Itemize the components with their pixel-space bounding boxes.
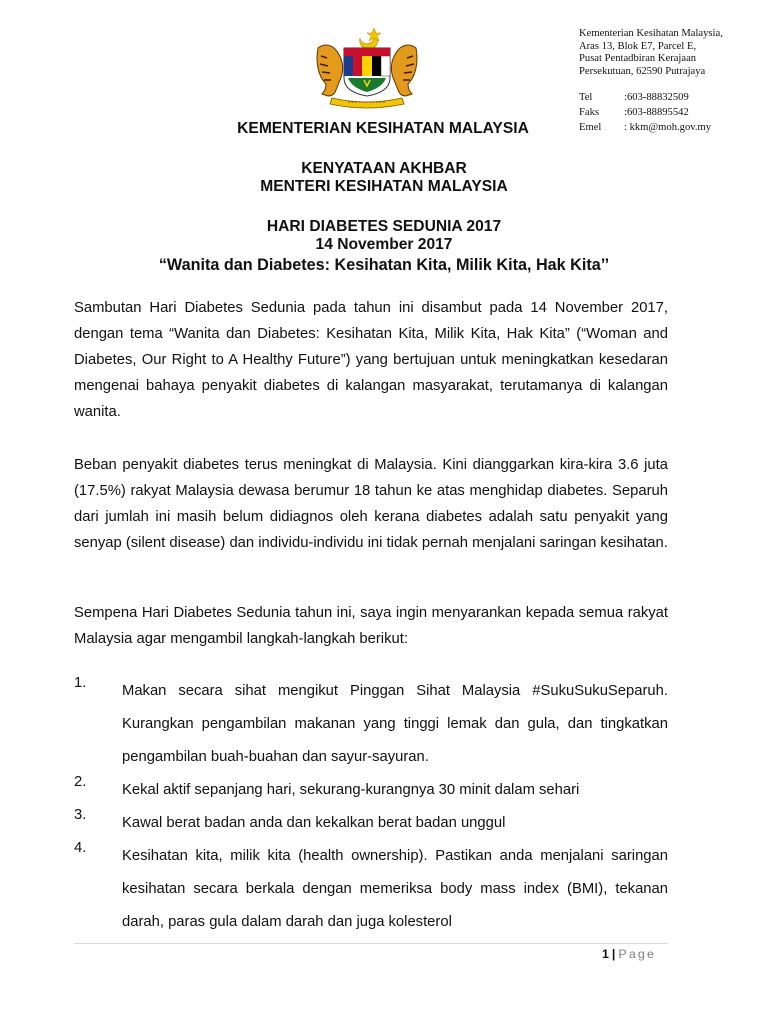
list-item [74, 675, 668, 774]
page-label: Page [618, 947, 657, 961]
list-number: 4. [74, 840, 87, 856]
ministry-address [579, 28, 723, 78]
list-number: 1. [74, 675, 87, 691]
coat-of-arms-logo [308, 26, 426, 110]
list-number: 3. [74, 807, 87, 823]
contact-fax [579, 106, 711, 121]
address-line: Aras 13, Blok E7, Parcel E, [579, 40, 697, 52]
event-title: HARI DIABETES SEDUNIA 2017 [266, 218, 502, 235]
address-line: Pusat Pentadbiran Kerajaan [579, 53, 697, 65]
page-footer [602, 947, 656, 961]
contact-label: Emel [579, 121, 602, 133]
address-line: Persekutuan, 62590 Putrajaya [579, 65, 706, 77]
list-number: 2. [74, 774, 87, 790]
list-item [74, 840, 668, 939]
recommendations-list [74, 675, 668, 939]
paragraph-burden: Beban penyakit diabetes terus meningkat di Malaysia. Kini dianggarkan kira-kira 3.6 juta (17.5%) rakyat Malaysia dewasa berumur 18 tahun ke atas menghidap diabetes. Separuh dari jumlah ini masih belum didiagnos oleh kerana diabetes adalah satu penyakit yang senyap (silent disease) dan individu-individu ini tidak pernah menjalani saringan kesihatan. [74, 457, 668, 551]
event-theme: “Wanita dan Diabetes: Kesihatan Kita, Milik Kita, Hak Kita’’ [158, 256, 610, 274]
minister-heading: MENTERI KESIHATAN MALAYSIA [260, 178, 508, 195]
contact-label: Faks [579, 106, 600, 118]
paragraph-intro: Sambutan Hari Diabetes Sedunia pada tahun ini disambut pada 14 November 2017, dengan tema “Wanita dan Diabetes: Kesihatan Kita, Milik Kita, Hak Kita” (“Woman and Diabetes, Our Right to A Healthy Future”) yang bertujuan untuk meningkatkan kesedaran mengenai bahaya penyakit diabetes di kalangan masyarakat, terutamanya di kalangan wanita. [74, 300, 668, 420]
contact-phone [579, 91, 711, 106]
event-date: 14 November 2017 [315, 236, 453, 253]
list-text: Kekal aktif sepanjang hari, sekurang-kurangnya 30 minit dalam sehari [122, 782, 580, 798]
footer-divider [74, 943, 668, 944]
list-text: Makan secara sihat mengikut Pinggan Sihat Malaysia #SukuSukuSeparuh. Kurangkan pengambilan makanan yang tinggi lemak dan gula, dan tingkatkan pengambilan buah-buahan dan sayur-sayuran. [122, 683, 668, 765]
contact-value: :603-88895542 [624, 106, 689, 118]
contact-value: :603-88832509 [624, 92, 689, 103]
list-item [74, 774, 668, 807]
list-text: Kawal berat badan anda dan kekalkan berat badan unggul [122, 815, 506, 831]
address-line: Kementerian Kesihatan Malaysia, [579, 28, 723, 39]
list-item [74, 807, 668, 840]
list-text: Kesihatan kita, milik kita (health ownership). Pastikan anda menjalani saringan kesihatan secara berkala dengan memeriksa body mass index (BMI), tekanan darah, paras gula dalam darah dan juga kolesterol [122, 848, 668, 930]
page-separator: | [611, 947, 616, 961]
contact-value: : kkm@moh.gov.my [624, 121, 712, 133]
ministry-title: KEMENTERIAN KESIHATAN MALAYSIA [237, 120, 529, 137]
statement-heading: KENYATAAN AKHBAR [301, 160, 467, 177]
page-number: 1 [602, 947, 609, 961]
contact-label: Tel [579, 92, 593, 103]
paragraph-recommendation: Sempena Hari Diabetes Sedunia tahun ini, saya ingin menyarankan kepada semua rakyat Malaysia agar mengambil langkah-langkah berikut: [74, 605, 668, 647]
